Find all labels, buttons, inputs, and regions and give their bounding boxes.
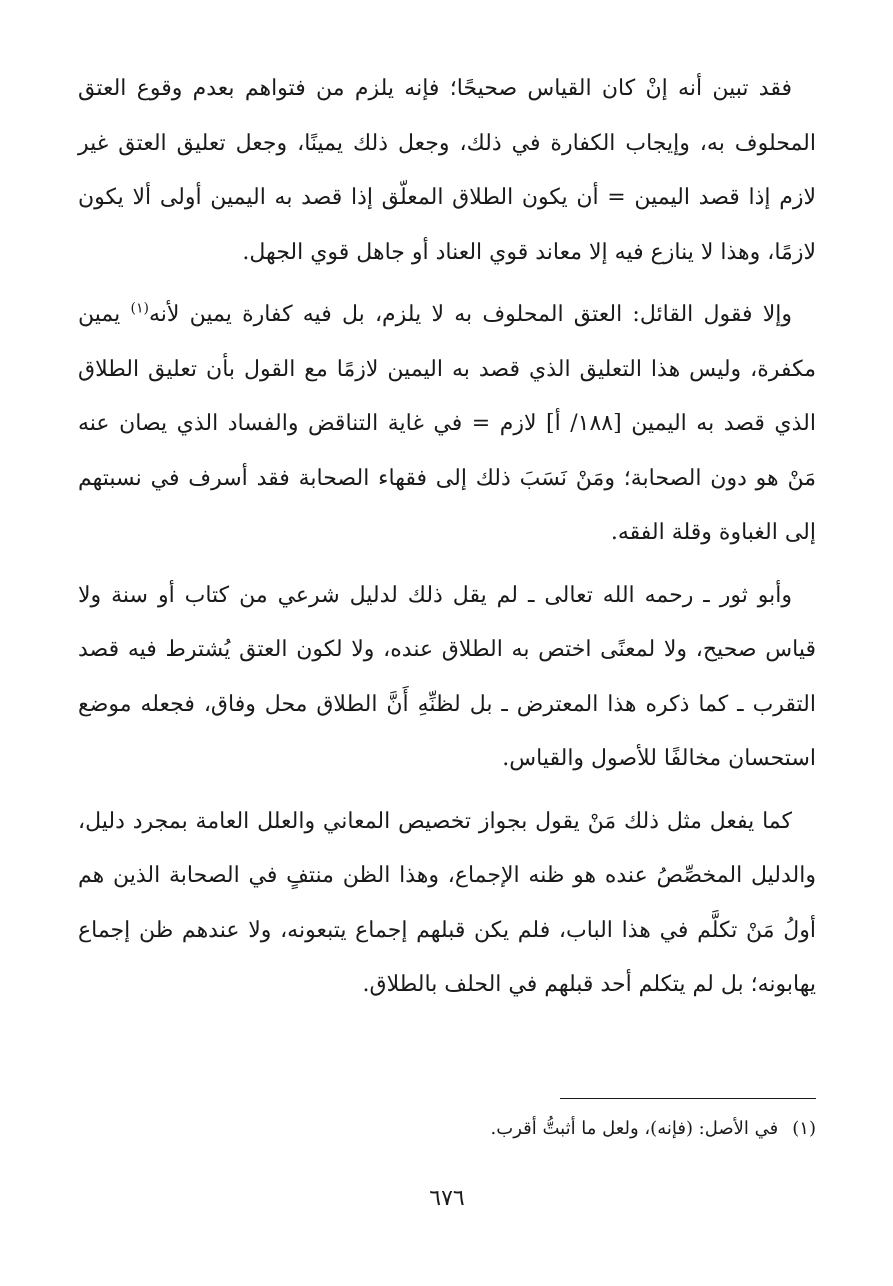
paragraph-3 — [78, 569, 816, 787]
paragraph-2-text-after: يمين مكفرة، وليس هذا التعليق الذي قصد به اليمين لازمًا مع القول بأن تعليق الطلاق الذي قصد به اليمين [١٨٨/ أ] لازم = في غاية التناقض والفساد الذي يصان عنه مَنْ هو دون الصحابة؛ ومَنْ نَسَبَ ذلك إلى فقهاء الصحابة فقد أسرف في نسبتهم إلى الغباوة وقلة الفقه. — [78, 302, 816, 545]
footnote-divider — [560, 1098, 816, 1099]
paragraph-2-text-before: وإلا فقول القائل: العتق المحلوف به لا يلزم، بل فيه كفارة يمين لأنه — [148, 302, 792, 327]
footnote-reference: (١) — [130, 300, 149, 317]
paragraph-1-text: فقد تبين أنه إنْ كان القياس صحيحًا؛ فإنه يلزم من فتواهم بعدم وقوع العتق المحلوف به، وإيجاب الكفارة في ذلك، وجعل ذلك يمينًا، وجعل تعليق العتق غير لازم إذا قصد اليمين = أن يكون الطلاق المعلّق إذا قصد به اليمين أولى ألا يكون لازمًا، وهذا لا ينازع فيه إلا معاند قوي العناد أو جاهل قوي الجهل. — [78, 76, 816, 265]
paragraph-4 — [78, 795, 816, 1013]
paragraph-4-text: كما يفعل مثل ذلك مَنْ يقول بجواز تخصيص المعاني والعلل العامة بمجرد دليل، والدليل المخصِّصُ عنده هو ظنه الإجماع، وهذا الظن منتفٍ في الصحابة الذين هم أولُ مَنْ تكلَّم في هذا الباب، فلم يكن قبلهم إجماع يتبعونه، ولا عندهم ظن إجماع يهابونه؛ بل لم يتكلم أحد قبلهم في الحلف بالطلاق. — [78, 808, 816, 997]
page-number: ٦٧٦ — [429, 1186, 465, 1211]
paragraph-3-text: وأبو ثور ـ رحمه الله تعالى ـ لم يقل ذلك لدليل شرعي من كتاب أو سنة ولا قياس صحيح، ولا لمعنًى اختص به الطلاق عنده، ولا لكون العتق يُشترط فيه قصد التقرب ـ كما ذكره هذا المعترض ـ بل لظنِّهِ أَنَّ الطلاق محل وفاق، فجعله موضع استحسان مخالفًا للأصول والقياس. — [78, 582, 816, 771]
footnote-text: في الأصل: (فإنه)، ولعل ما أثبتُّ أقرب. — [490, 1118, 779, 1139]
book-page — [78, 62, 816, 1252]
footnote — [78, 1112, 816, 1146]
paragraph-2 — [78, 288, 816, 561]
paragraph-1 — [78, 62, 816, 280]
footnote-number: (١) — [792, 1118, 816, 1139]
